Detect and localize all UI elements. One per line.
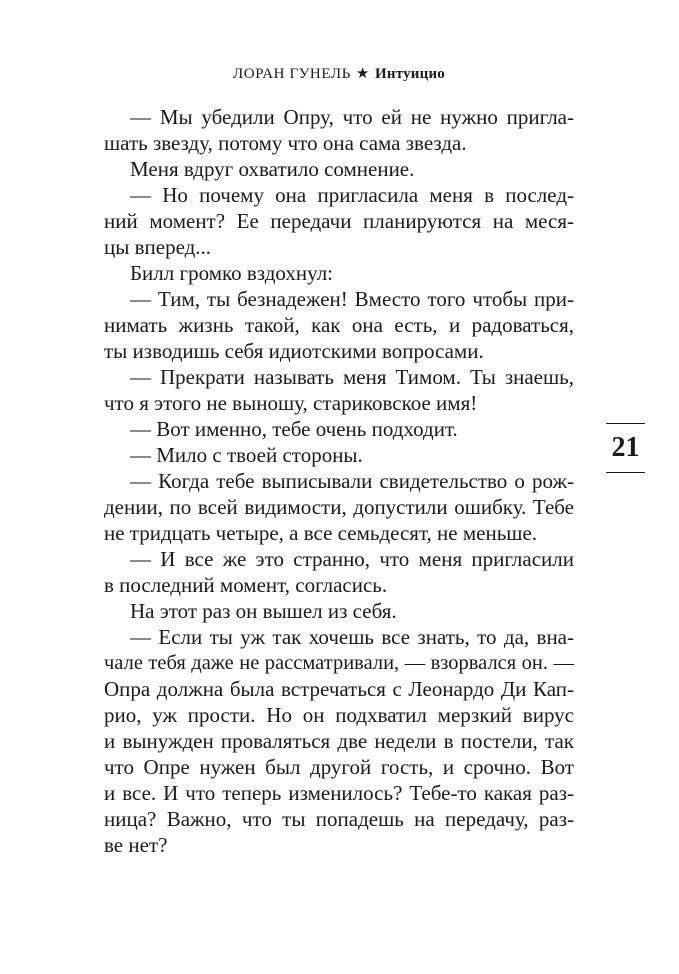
text-line: На этот раз он вышел из себя.	[130, 599, 397, 623]
text-line: ты изводишь себя идиотскими вопросами.	[104, 339, 484, 363]
text-line: чале тебя даже не рассматривали, — взорвался он. —	[104, 652, 574, 674]
text-line: нимать жизнь такой, как она есть, и радоваться,	[104, 313, 574, 337]
text-line: и все. И что теперь изменилось? Тебе-то какая раз-	[104, 781, 574, 805]
text-line: — И все же это странно, что меня пригласили	[130, 547, 574, 571]
text-line: что Опре нужен был другой гость, и срочно. Вот	[104, 755, 574, 779]
text-line: ница? Важно, что ты попадешь на передачу, раз-	[104, 807, 574, 831]
star-icon: ★	[355, 66, 370, 82]
text-line: не тридцать четыре, а все семьдесят, не меньше.	[104, 521, 538, 545]
text-line: Меня вдруг охватило сомнение.	[130, 157, 415, 181]
text-line: — Мы убедили Опру, что ей не нужно пригла-	[130, 105, 574, 129]
text-line: Опра должна была встречаться с Леонардо Ди Кап-	[104, 677, 574, 701]
text-line: — Тим, ты безнадежен! Вместо того чтобы при-	[130, 287, 574, 311]
page-number: 21	[606, 423, 645, 473]
running-head	[104, 64, 574, 83]
text-line: — Вот именно, тебе очень подходит.	[130, 417, 458, 441]
text-line: ний момент? Ее передачи планируются на меся-	[104, 209, 574, 233]
text-line: и вынужден проваляться две недели в постели, так	[104, 729, 574, 753]
running-head-title: Интуицио	[374, 66, 445, 82]
text-line: — Когда тебе выписывали свидетельство о рож-	[130, 469, 574, 493]
text-line: — Прекрати называть меня Тимом. Ты знаешь,	[130, 365, 574, 389]
running-head-author: ЛОРАН ГУНЕЛЬ	[233, 66, 351, 82]
text-line: цы вперед...	[104, 235, 212, 259]
text-line: рио, уж прости. Но он подхватил мерзкий вирус	[104, 703, 574, 727]
text-line: что я этого не выношу, стариковское имя!	[104, 391, 478, 415]
text-line: — Если ты уж так хочешь все знать, то да, вна-	[130, 625, 574, 649]
text-line: шать звезду, потому что она сама звезда.	[104, 131, 467, 155]
text-line: Билл громко вздохнул:	[130, 261, 334, 285]
text-line: — Мило с твоей стороны.	[130, 443, 363, 467]
body-text	[104, 104, 574, 858]
text-line: — Но почему она пригласила меня в послед-	[130, 183, 574, 207]
text-line: дении, по всей видимости, допустили ошибку. Тебе	[104, 495, 574, 519]
text-line: ве нет?	[104, 833, 168, 857]
text-line: в последний момент, согласись.	[104, 573, 388, 597]
